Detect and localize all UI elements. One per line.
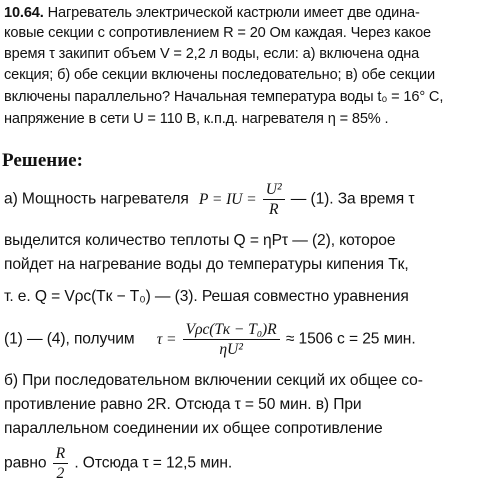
solution-heading: Решение: <box>2 150 83 171</box>
formula-power: P = IU = <box>198 190 257 208</box>
problem-line-3: время τ закипит объем V = 2,2 л воды, если: а) включена одна <box>4 46 420 62</box>
solution-b-line-2: противление равно 2R. Отсюда τ = 50 мин. в) При <box>4 396 362 413</box>
solution-b-line-1: б) При последовательном включении секций их общее со- <box>4 372 423 389</box>
solution-a-line-5 <box>4 320 416 359</box>
fraction-tau <box>183 320 280 359</box>
fraction-u2-over-r <box>263 180 285 219</box>
fraction-numerator: U² <box>263 180 285 200</box>
text-a5-prefix: (1) — (4), получим <box>4 330 135 348</box>
fraction-numerator: R <box>53 444 68 464</box>
problem-line-6: напряжение в сети U = 110 В, к.п.д. нагревателя η = 85% . <box>4 111 389 127</box>
text-a5-suffix: ≈ 1506 с = 25 мин. <box>285 330 416 348</box>
fraction-numerator: Vρc(Tк − T₀)R <box>183 320 280 340</box>
solution-a-line-1 <box>4 180 414 219</box>
text-a1-suffix: — (1). За время τ <box>290 190 415 208</box>
text-c-suffix: . Отсюда τ = 12,5 мин. <box>74 454 233 472</box>
fraction-denominator: 2 <box>56 465 65 482</box>
solution-b-line-3: параллельном соединении их общее сопротивление <box>4 420 383 437</box>
problem-line-2: ковые секции с сопротивлением R = 20 Ом каждая. Через какое <box>4 25 432 41</box>
fraction-r-over-2 <box>53 444 68 483</box>
problem-text: Нагреватель электрической кастрюли имеет две одина- <box>47 5 420 21</box>
fraction-denominator: R <box>268 201 279 218</box>
solution-a-line-2: выделится количество теплоты Q = ηPτ — (2), которое <box>4 232 396 249</box>
problem-number: 10.64. <box>4 5 44 21</box>
text-a1-prefix: а) Мощность нагревателя <box>4 190 189 208</box>
solution-a-line-4: т. е. Q = Vρc(Tк − T₀) — (3). Решая совместно уравнения <box>4 288 409 305</box>
problem-line-5: включены параллельно? Начальная температура воды t₀ = 16° C, <box>4 89 444 105</box>
solution-a-line-3: пойдет на нагревание воды до температуры кипения Tк, <box>4 256 409 273</box>
fraction-denominator: ηU² <box>219 341 243 358</box>
formula-tau: τ = <box>156 330 177 348</box>
text-c-prefix: равно <box>4 454 47 472</box>
problem-line-4: секция; б) обе секции включены последовательно; в) обе секции <box>4 67 436 83</box>
problem-line-1 <box>4 4 420 22</box>
solution-c-line <box>4 444 232 483</box>
